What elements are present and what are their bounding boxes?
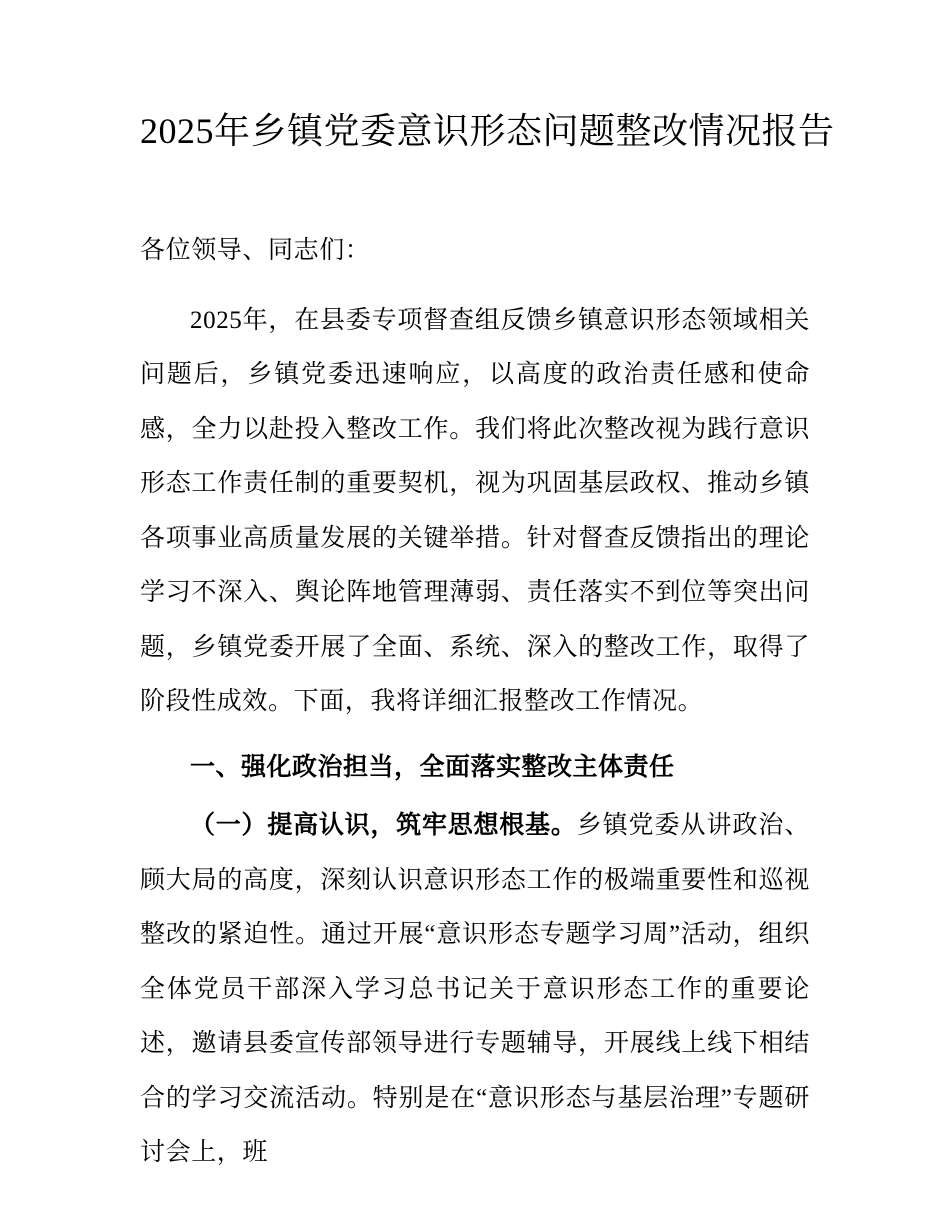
subsection-1-text: 乡镇党委从讲政治、顾大局的高度，深刻认识意识形态工作的极端重要性和巡视整改的紧迫性。通过开展“意识形态专题学习周”活动，组织全体党员干部深入学习总书记关于意识形态工作的重要论述，邀请县委宣传部领导进行专题辅导，开展线上线下相结合的学习交流活动。特别是在“意识形态与基层治理”专题研讨会上，班 (140, 812, 810, 1166)
page-title: 2025年乡镇党委意识形态问题整改情况报告 (140, 111, 835, 151)
document-body (140, 224, 810, 1181)
salutation-line: 各位领导、同志们： (140, 237, 371, 264)
subsection-1-lead: （一）提高认识，筑牢思想根基。 (190, 811, 577, 839)
subsection-1-paragraph (140, 798, 810, 1181)
paragraph-intro: 2025年，在县委专项督查组反馈乡镇意识形态领域相关问题后，乡镇党委迅速响应，以高度的政治责任感和使命感，全力以赴投入整改工作。我们将此次整改视为践行意识形态工作责任制的重要契机，视为巩固基层政权、推动乡镇各项事业高质量发展的关键举措。针对督查反馈指出的理论学习不深入、舆论阵地管理薄弱、责任落实不到位等突出问题，乡镇党委开展了全面、系统、深入的整改工作，取得了阶段性成效。下面，我将详细汇报整改工作情况。 (140, 306, 810, 715)
section-heading-1: 一、强化政治担当，全面落实整改主体责任 (190, 752, 675, 781)
